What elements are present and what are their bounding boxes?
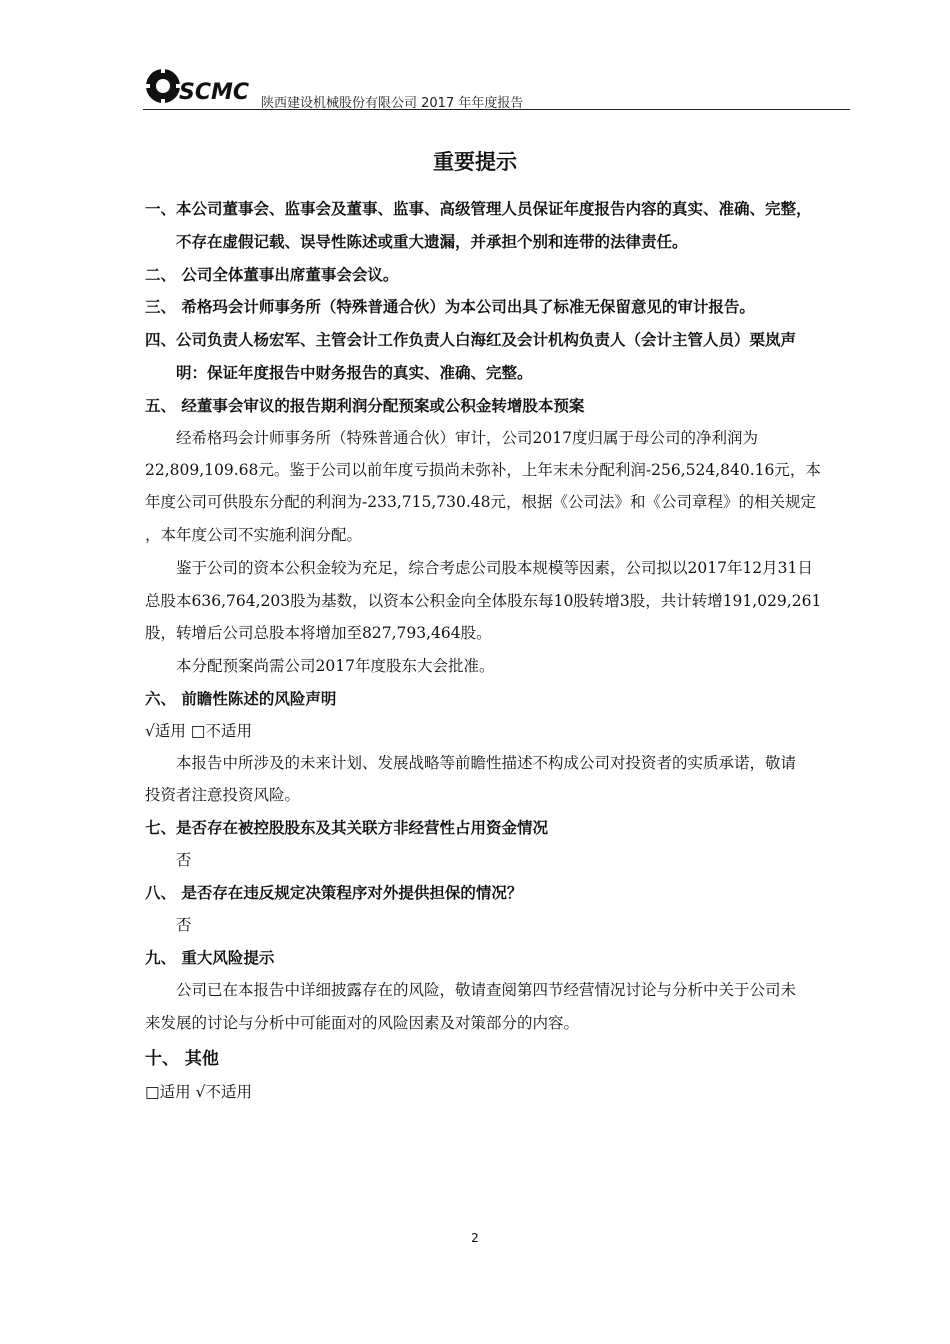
item-9-para-line-1: 公司已在本报告中详细披露存在的风险，敬请查阅第四节经营情况讨论与分析中关于公司未 xyxy=(176,981,797,999)
item-5-para-1-line-1: 经希格玛会计师事务所（特殊普通合伙）审计，公司2017度归属于母公司的净利润为 xyxy=(176,429,758,447)
page-title: 重要提示 xyxy=(433,150,517,174)
logo-wordmark: SCMC xyxy=(179,80,250,105)
item-10-applicability: □适用 √不适用 xyxy=(145,1083,252,1101)
item-5-para-1-line-2: 22,809,109.68元。鉴于公司以前年度亏损尚未弥补，上年末未分配利润-256,524,840.16元，本 xyxy=(145,461,821,479)
item-1-line-1: 一、本公司董事会、监事会及董事、监事、高级管理人员保证年度报告内容的真实、准确、完整， xyxy=(145,200,812,218)
page-number: 2 xyxy=(471,1231,479,1245)
item-6-para-line-2: 投资者注意投资风险。 xyxy=(145,786,301,804)
item-1-line-2: 不存在虚假记载、误导性陈述或重大遗漏，并承担个别和连带的法律责任。 xyxy=(176,233,688,251)
item-5-para-2-line-1: 鉴于公司的资本公积金较为充足，综合考虑公司股本规模等因素，公司拟以2017年12月31日 xyxy=(176,559,813,577)
item-8-heading: 八、 是否存在违反规定决策程序对外提供担保的情况？ xyxy=(145,884,523,902)
item-5-para-2-line-3: 股，转增后公司总股本将增加至827,793,464股。 xyxy=(145,624,492,642)
item-8-answer: 否 xyxy=(176,916,192,934)
item-7-heading: 七、是否存在被控股股东及其关联方非经营性占用资金情况 xyxy=(145,819,549,837)
item-9-para-line-2: 来发展的讨论与分析中可能面对的风险因素及对策部分的内容。 xyxy=(145,1014,580,1032)
item-5-para-3: 本分配预案尚需公司2017年度股东大会批准。 xyxy=(176,657,495,675)
item-5-para-1-line-3: 年度公司可供股东分配的利润为-233,715,730.48元，根据《公司法》和《公司章程》的相关规定 xyxy=(145,493,816,511)
item-10-heading: 十、 其他 xyxy=(145,1049,219,1069)
item-4-line-1: 四、公司负责人杨宏军、主管会计工作负责人白海红及会计机构负责人（会计主管人员）栗岚声 xyxy=(145,331,797,349)
item-9-heading: 九、 重大风险提示 xyxy=(145,949,275,967)
item-2: 二、 公司全体董事出席董事会会议。 xyxy=(145,266,399,284)
company-logo xyxy=(143,66,263,108)
item-6-heading: 六、 前瞻性陈述的风险声明 xyxy=(145,690,337,708)
item-6-applicability: √适用 □不适用 xyxy=(145,722,252,740)
header-divider xyxy=(143,109,850,110)
item-3: 三、 希格玛会计师事务所（特殊普通合伙）为本公司出具了标准无保留意见的审计报告。 xyxy=(145,298,755,316)
item-5-heading: 五、 经董事会审议的报告期利润分配预案或公积金转增股本预案 xyxy=(145,397,585,415)
item-7-answer: 否 xyxy=(176,851,192,869)
item-4-line-2: 明：保证年度报告中财务报告的真实、准确、完整。 xyxy=(176,364,533,382)
item-5-para-2-line-2: 总股本636,764,203股为基数，以资本公积金向全体股东每10股转增3股，共计转增191,029,261 xyxy=(145,592,822,610)
item-5-para-1-line-4: ，本年度公司不实施利润分配。 xyxy=(145,526,363,544)
header-title: 陕西建设机械股份有限公司 2017 年年度报告 xyxy=(261,96,524,111)
item-6-para-line-1: 本报告中所涉及的未来计划、发展战略等前瞻性描述不构成公司对投资者的实质承诺，敬请 xyxy=(176,754,797,772)
